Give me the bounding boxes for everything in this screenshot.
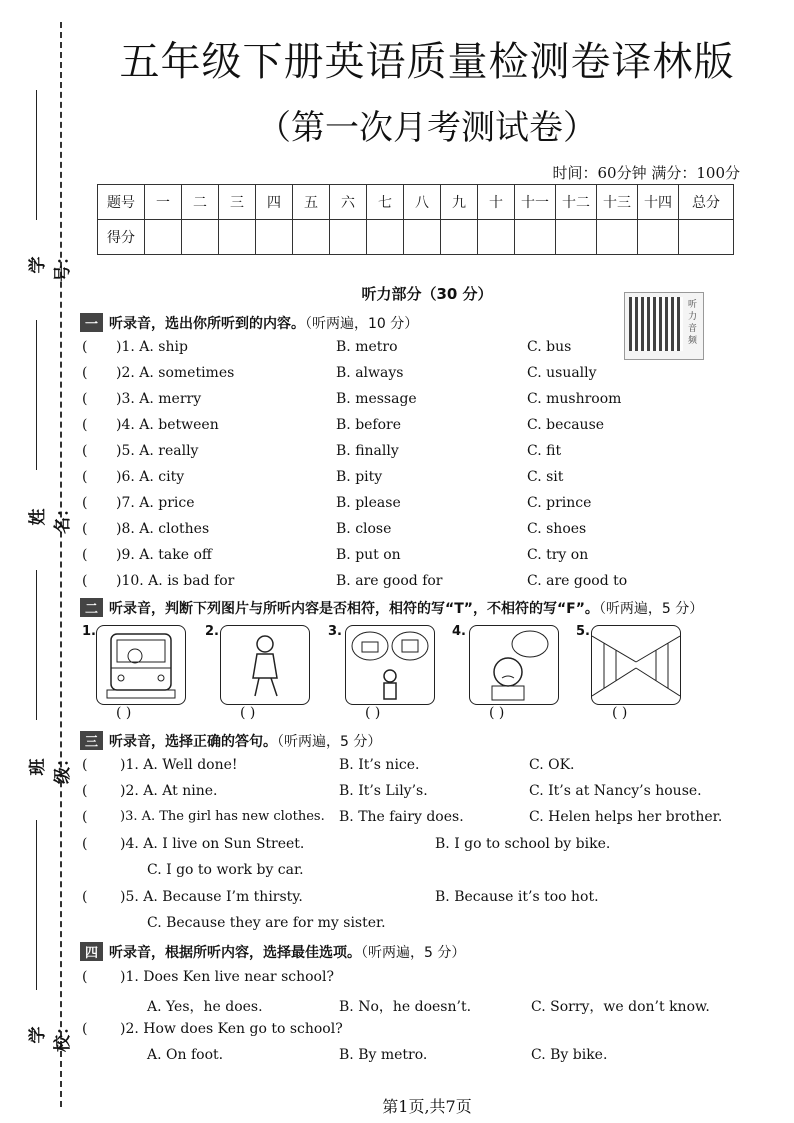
s1-item-9-option-a: )9. A. take off (116, 547, 212, 563)
picture-number: 3. (328, 624, 342, 639)
binding-dashed-line (60, 22, 62, 1107)
answer-paren[interactable]: ( (82, 391, 88, 407)
score-header-cell: 十三 (597, 185, 638, 220)
picture-3-boy-thinking-cake-gift (345, 625, 435, 705)
s3-item-1-b: B. It’s nice. (339, 757, 420, 773)
answer-paren[interactable]: ( (82, 547, 88, 563)
s1-item-1-option-b: B. metro (336, 339, 398, 355)
answer-paren-2[interactable]: ( ) (240, 705, 256, 721)
score-table-score-row (98, 220, 734, 255)
score-cell[interactable] (145, 220, 182, 255)
s1-item-6-option-b: B. pity (336, 469, 383, 485)
picture-number: 1. (82, 624, 96, 639)
answer-paren-3[interactable]: ( ) (365, 705, 381, 721)
school-label: 学校： (28, 1018, 73, 1052)
score-header-cell: 总分 (679, 185, 734, 220)
s3-item-3-b: B. The fairy does. (339, 809, 464, 825)
section-3-note: （听两遍，5 分） (277, 734, 382, 750)
score-header-cell: 题号 (98, 185, 145, 220)
s1-item-2-option-b: B. always (336, 365, 404, 381)
s1-item-6-option-a: )6. A. city (116, 469, 185, 485)
qr-code-image[interactable] (624, 292, 704, 360)
answer-paren[interactable]: ( (82, 495, 88, 511)
section-4-header (80, 942, 465, 962)
s3-item-1-c: C. OK. (529, 757, 575, 773)
student-id-label: 学号： (28, 248, 73, 282)
s1-item-9-option-b: B. put on (336, 547, 401, 563)
s1-item-7-option-c: C. prince (527, 495, 592, 511)
s3-item-4-c: C. I go to work by car. (147, 862, 304, 878)
answer-paren[interactable]: ( (82, 339, 88, 355)
score-header-cell: 三 (219, 185, 256, 220)
score-cell[interactable] (441, 220, 478, 255)
s3-item-5-b: B. Because it’s too hot. (435, 889, 599, 905)
answer-paren-5[interactable]: ( ) (612, 705, 628, 721)
score-header-cell: 十二 (556, 185, 597, 220)
s3-item-3-a: )3. A. The girl has new clothes. (120, 809, 325, 824)
s1-item-2-option-a: )2. A. sometimes (116, 365, 235, 381)
answer-paren-1[interactable]: ( ) (116, 705, 132, 721)
s4-item-2-a: A. On foot. (147, 1047, 224, 1063)
score-cell[interactable] (367, 220, 404, 255)
section-1-title: 听录音，选出你所听到的内容。 (109, 316, 306, 332)
picture-number: 2. (205, 624, 219, 639)
answer-paren[interactable]: ( (82, 443, 88, 459)
answer-paren[interactable]: ( (82, 809, 88, 825)
name-field[interactable] (14, 320, 73, 534)
class-label: 班级： (28, 750, 73, 784)
score-cell[interactable] (638, 220, 679, 255)
score-cell[interactable] (330, 220, 367, 255)
score-header-cell: 八 (404, 185, 441, 220)
score-cell[interactable] (256, 220, 293, 255)
s1-item-5-option-b: B. finally (336, 443, 399, 459)
s1-item-5-option-a: )5. A. really (116, 443, 199, 459)
answer-paren[interactable]: ( (82, 757, 88, 773)
s4-item-1-a: A. Yes，he does. (147, 999, 263, 1015)
score-header-cell: 四 (256, 185, 293, 220)
answer-paren-4[interactable]: ( ) (489, 705, 505, 721)
s1-item-2-option-c: C. usually (527, 365, 597, 381)
s4-item-1-c: C. Sorry，we don’t know. (531, 999, 710, 1015)
s1-item-3-option-b: B. message (336, 391, 417, 407)
score-cell[interactable] (556, 220, 597, 255)
s3-item-2-c: C. It’s at Nancy’s house. (529, 783, 702, 799)
score-cell[interactable] (597, 220, 638, 255)
s1-item-8-option-b: B. close (336, 521, 392, 537)
s1-item-10-option-b: B. are good for (336, 573, 443, 589)
s1-item-4-option-c: C. because (527, 417, 605, 433)
school-line (36, 820, 37, 990)
section-4-note: （听两遍，5 分） (361, 945, 466, 961)
qr-code-pattern (629, 297, 683, 351)
section-2-title: 听录音，判断下列图片与所听内容是否相符，相符的写“T”，不相符的写“F”。 (109, 601, 599, 617)
s1-item-4-option-a: )4. A. between (116, 417, 219, 433)
picture-number: 5. (576, 624, 590, 639)
s1-item-10-option-a: )10. A. is bad for (116, 573, 235, 589)
s4-item-2-b: B. By metro. (339, 1047, 428, 1063)
s4-item-2-c: C. By bike. (531, 1047, 608, 1063)
section-1-note: （听两遍，10 分） (305, 316, 419, 332)
sad-girl-icon (470, 626, 558, 704)
score-cell[interactable] (182, 220, 219, 255)
s3-item-3-c: C. Helen helps her brother. (529, 809, 723, 825)
s4-item-1-question: )1. Does Ken live near school? (120, 969, 334, 985)
exam-title: 五年级下册英语质量检测卷译林版 (119, 39, 735, 85)
s1-item-9-option-c: C. try on (527, 547, 589, 563)
score-header-cell: 二 (182, 185, 219, 220)
s1-item-3-option-c: C. mushroom (527, 391, 622, 407)
s1-item-5-option-c: C. fit (527, 443, 562, 459)
s3-item-4-b: B. I go to school by bike. (435, 836, 611, 852)
s1-item-8-option-a: )8. A. clothes (116, 521, 210, 537)
section-1-number: 一 (80, 313, 103, 332)
answer-paren[interactable]: ( (82, 365, 88, 381)
picture-number: 4. (452, 624, 466, 639)
answer-paren[interactable]: ( (82, 836, 88, 852)
section-1-header (80, 313, 418, 333)
answer-paren[interactable]: ( (82, 783, 88, 799)
score-cell[interactable] (219, 220, 256, 255)
score-row-label: 得分 (98, 220, 145, 255)
picture-2-girl-walking (220, 625, 310, 705)
s3-item-2-a: )2. A. At nine. (120, 783, 218, 799)
score-header-cell: 十一 (515, 185, 556, 220)
s3-item-1-a: )1. A. Well done! (120, 757, 238, 773)
bus-icon (97, 626, 185, 704)
s1-item-10-option-c: C. are good to (527, 573, 628, 589)
section-4-number: 四 (80, 942, 103, 961)
score-table (97, 184, 734, 255)
s3-item-5-a: )5. A. Because I’m thirsty. (120, 889, 303, 905)
s1-item-1-option-c: C. bus (527, 339, 572, 355)
time-score-info: 时间：60分钟 满分：100分 (552, 164, 740, 182)
score-cell[interactable] (404, 220, 441, 255)
s1-item-8-option-c: C. shoes (527, 521, 587, 537)
s3-item-4-a: )4. A. I live on Sun Street. (120, 836, 305, 852)
s4-item-2-question: )2. How does Ken go to school? (120, 1021, 343, 1037)
answer-paren[interactable]: ( (82, 889, 88, 905)
s4-item-1-b: B. No，he doesn’t. (339, 999, 472, 1015)
score-cell[interactable] (679, 220, 734, 255)
section-2-number: 二 (80, 598, 103, 617)
class-field[interactable] (14, 570, 73, 784)
s3-item-2-b: B. It’s Lily’s. (339, 783, 428, 799)
score-table-header-row (98, 185, 734, 220)
student-id-field[interactable] (14, 90, 73, 282)
picture-5-metro-station (591, 625, 681, 705)
qr-caption: 听力音频 (688, 300, 698, 346)
score-header-cell: 五 (293, 185, 330, 220)
answer-paren[interactable]: ( (82, 969, 88, 985)
section-3-header (80, 731, 381, 751)
s1-item-4-option-b: B. before (336, 417, 402, 433)
s1-item-1-option-a: )1. A. ship (116, 339, 188, 355)
listening-part-title: 听力部分（30 分） (361, 285, 493, 303)
name-label: 姓名： (28, 500, 73, 534)
score-header-cell: 十四 (638, 185, 679, 220)
score-header-cell: 九 (441, 185, 478, 220)
section-3-number: 三 (80, 731, 103, 750)
s1-item-6-option-c: C. sit (527, 469, 564, 485)
score-cell[interactable] (515, 220, 556, 255)
metro-station-icon (592, 626, 680, 704)
score-header-cell: 十 (478, 185, 515, 220)
score-header-cell: 一 (145, 185, 182, 220)
score-cell[interactable] (478, 220, 515, 255)
school-field[interactable] (14, 820, 73, 1052)
score-header-cell: 六 (330, 185, 367, 220)
section-4-title: 听录音，根据所听内容，选择最佳选项。 (109, 945, 362, 961)
name-line (36, 320, 37, 470)
class-line (36, 570, 37, 720)
picture-4-sad-girl (469, 625, 559, 705)
cake-gift-icon (346, 626, 434, 704)
section-3-title: 听录音，选择正确的答句。 (109, 734, 278, 750)
answer-paren[interactable]: ( (82, 1021, 88, 1037)
section-2-header (80, 598, 703, 618)
section-2-note: （听两遍，5 分） (598, 601, 704, 617)
score-header-cell: 七 (367, 185, 404, 220)
girl-walking-icon (221, 626, 309, 704)
answer-paren[interactable]: ( (82, 469, 88, 485)
s3-item-5-c: C. Because they are for my sister. (147, 915, 386, 931)
student-id-line (36, 90, 37, 220)
s1-item-7-option-a: )7. A. price (116, 495, 195, 511)
answer-paren[interactable]: ( (82, 417, 88, 433)
s1-item-7-option-b: B. please (336, 495, 401, 511)
score-cell[interactable] (293, 220, 330, 255)
exam-subtitle: （第一次月考测试卷） (257, 108, 597, 148)
answer-paren[interactable]: ( (82, 573, 88, 589)
page-footer: 第1页,共7页 (382, 1097, 472, 1116)
answer-paren[interactable]: ( (82, 521, 88, 537)
s1-item-3-option-a: )3. A. merry (116, 391, 202, 407)
picture-1-bus (96, 625, 186, 705)
